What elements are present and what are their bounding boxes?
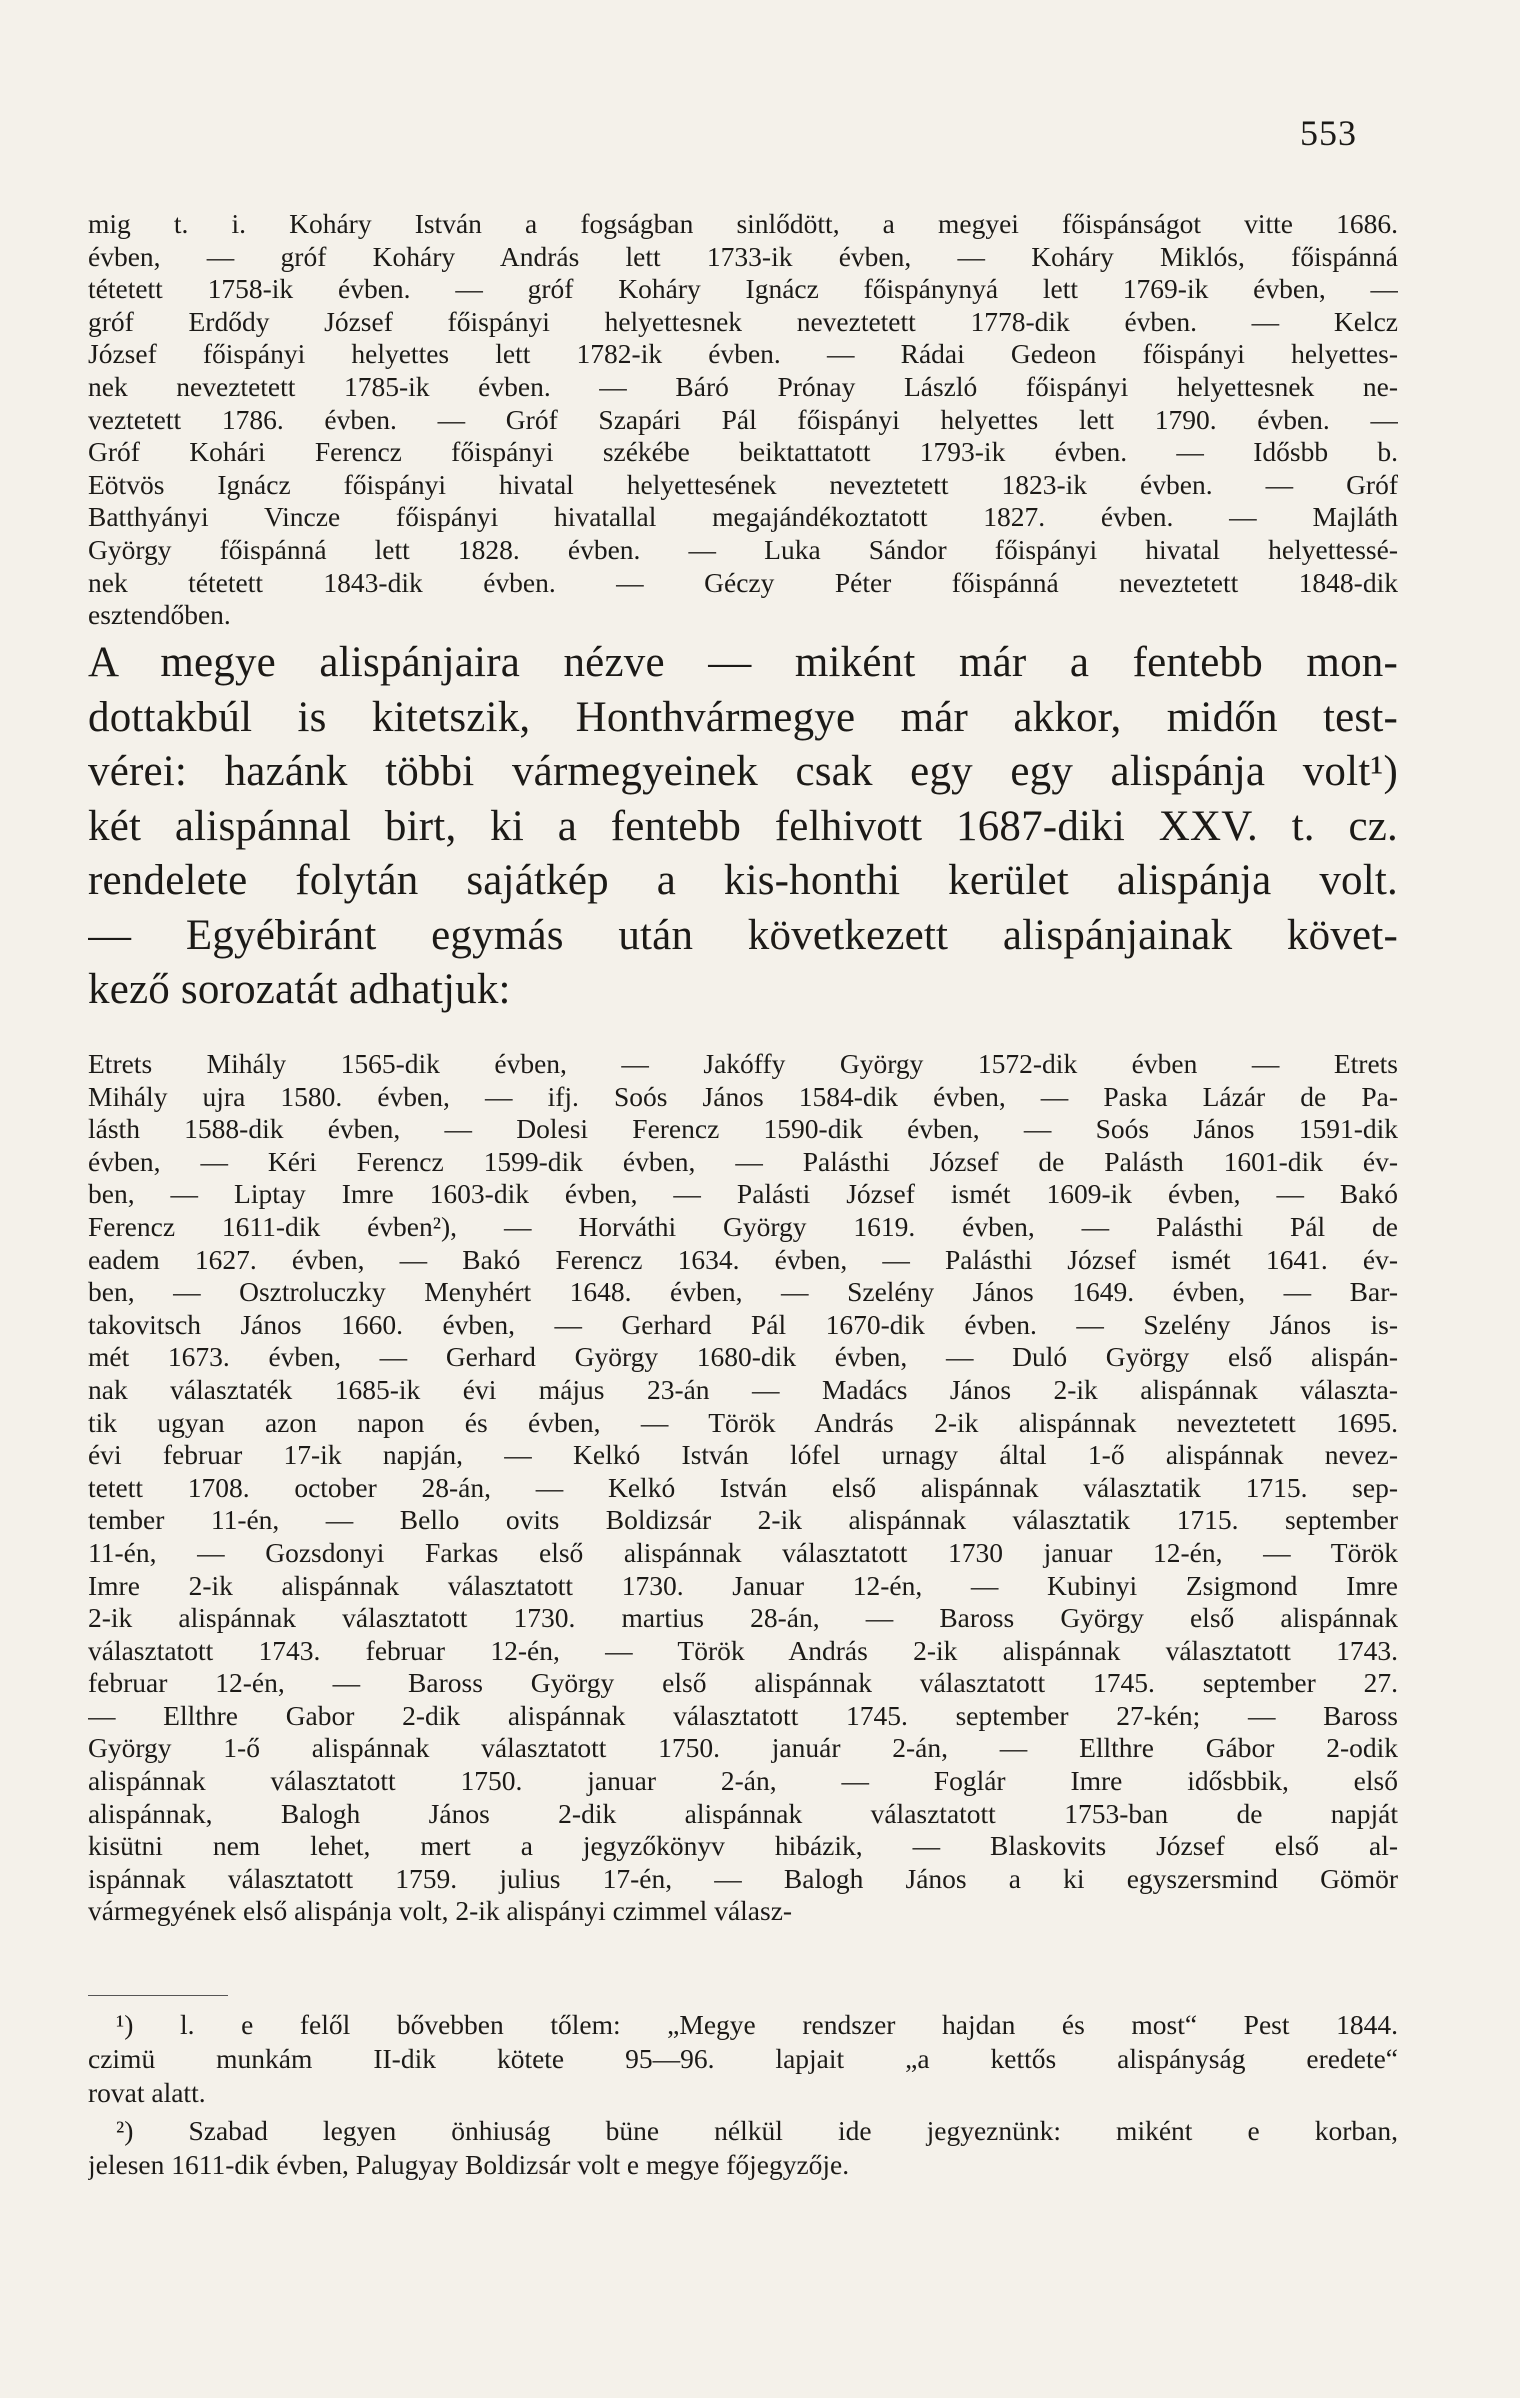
text-line: rendelete folytán sajátkép a kis-honthi kerület alispánja volt. [88, 857, 1398, 904]
text-line: — Ellthre Gabor 2-dik alispánnak választatott 1745. september 27-kén; — Baross [88, 1699, 1398, 1731]
text-line: lásth 1588-dik évben, — Dolesi Ferencz 1590-dik évben, — Soós János 1591-dik [88, 1113, 1398, 1145]
footnote-line: jelesen 1611-dik évben, Palugyay Boldizsár volt e megye főjegyzője. [88, 2149, 850, 2180]
text-line: nek tétetett 1843-dik évben. — Géczy Péter főispánná neveztetett 1848-dik [88, 566, 1398, 598]
text-line: József főispányi helyettes lett 1782-ik évben. — Rádai Gedeon főispányi helyettes- [88, 338, 1398, 370]
text-line: vérei: hazánk többi vármegyeinek csak egy egy alispánja volt¹) [88, 748, 1398, 795]
text-line: kisütni nem lehet, mert a jegyzőkönyv hibázik, — Blaskovits József első al- [88, 1830, 1398, 1862]
text-line: — Egyébiránt egymás után következett alispánjainak követ- [88, 911, 1398, 959]
text-line: Gróf Kohári Ferencz főispányi székébe beiktattatott 1793-ik évben. — Idősbb b. [88, 436, 1398, 468]
text-line: Imre 2-ik alispánnak választatott 1730. Januar 12-én, — Kubinyi Zsigmond Imre [88, 1569, 1398, 1601]
text-line: takovitsch János 1660. évben, — Gerhard Pál 1670-dik évben. — Szelény János is- [88, 1308, 1398, 1340]
text-line: gróf Erdődy József főispányi helyettesnek neveztetett 1778-dik évben. — Kelcz [88, 305, 1398, 337]
text-line: nak választaték 1685-ik évi május 23-án — Madács János 2-ik alispánnak választa- [88, 1373, 1398, 1405]
text-line: kező sorozatát adhatjuk: [88, 966, 511, 1013]
text-line: mét 1673. évben, — Gerhard György 1680-dik évben, — Duló György első alispán- [88, 1341, 1398, 1373]
paragraph-alispanok-intro [88, 636, 1398, 1018]
text-line: Mihály ujra 1580. évben, — ifj. Soós János 1584-dik évben, — Paska Lázár de Pa- [88, 1080, 1398, 1112]
text-line: György főispánná lett 1828. évben. — Luka Sándor főispányi hivatal helyettessé- [88, 533, 1398, 565]
text-line: nek neveztetett 1785-ik évben. — Báró Prónay László főispányi helyettesnek ne- [88, 370, 1398, 402]
text-line: évben, — gróf Koháry András lett 1733-ik évben, — Koháry Miklós, főispánná [88, 240, 1398, 272]
text-line: választatott 1743. februar 12-én, — Török András 2-ik alispánnak választatott 1743. [88, 1634, 1398, 1666]
text-line: tétetett 1758-ik évben. — gróf Koháry Ignácz főispánynyá lett 1769-ik évben, — [88, 273, 1398, 305]
text-line: tetett 1708. october 28-án, — Kelkó István első alispánnak választatik 1715. sep- [88, 1471, 1398, 1503]
text-line: esztendőben. [88, 599, 231, 631]
footnote-line: czimü munkám II-dik kötete 95—96. lapjait „a kettős alispányság eredete“ [88, 2043, 1398, 2074]
text-line: Ferencz 1611-dik évben²), — Horváthi György 1619. évben, — Palásthi Pál de [88, 1210, 1398, 1242]
footnote-2 [88, 2114, 1398, 2182]
text-line: ispánnak választatott 1759. julius 17-én, — Balogh János a ki egyszersmind Gömör [88, 1862, 1398, 1894]
text-line: Eötvös Ignácz főispányi hivatal helyettesének neveztetett 1823-ik évben. — Gróf [88, 468, 1398, 500]
text-line: dottakbúl is kitetszik, Honthvármegye már akkor, midőn test- [88, 693, 1398, 741]
text-line: két alispánnal birt, ki a fentebb felhivott 1687-diki XXV. t. cz. [88, 802, 1398, 850]
text-line: tik ugyan azon napon és évben, — Török András 2-ik alispánnak neveztetett 1695. [88, 1406, 1398, 1438]
text-line: alispánnak választatott 1750. januar 2-án, — Foglár Imre idősbbik, első [88, 1765, 1398, 1797]
text-line: veztetett 1786. évben. — Gróf Szapári Pál főispányi helyettes lett 1790. évben. — [88, 403, 1398, 435]
footnote-line: rovat alatt. [88, 2077, 206, 2108]
text-line: ben, — Osztroluczky Menyhért 1648. évben, — Szelény János 1649. évben, — Bar- [88, 1276, 1398, 1308]
text-line: eadem 1627. évben, — Bakó Ferencz 1634. évben, — Palásthi József ismét 1641. év- [88, 1243, 1398, 1275]
footnote-line: ²) Szabad legyen önhiuság büne nélkül ide jegyeznünk: miként e korban, [116, 2115, 1398, 2146]
text-line: évi februar 17-ik napján, — Kelkó István lófel urnagy által 1-ő alispánnak nevez- [88, 1439, 1398, 1471]
text-line: 11-én, — Gozsdonyi Farkas első alispánnak választatott 1730 januar 12-én, — Török [88, 1536, 1398, 1568]
text-line: György 1-ő alispánnak választatott 1750. január 2-án, — Ellthre Gábor 2-odik [88, 1732, 1398, 1764]
text-line: ben, — Liptay Imre 1603-dik évben, — Palásti József ismét 1609-ik évben, — Bakó [88, 1178, 1398, 1210]
text-line: alispánnak, Balogh János 2-dik alispánnak választatott 1753-ban de napját [88, 1797, 1398, 1829]
text-line: februar 12-én, — Baross György első alispánnak választatott 1745. september 27. [88, 1667, 1398, 1699]
text-line: Batthyányi Vincze főispányi hivatallal megajándékoztatott 1827. évben. — Majláth [88, 501, 1398, 533]
text-line: A megye alispánjaira nézve — miként már a fentebb mon- [88, 639, 1398, 686]
text-line: tember 11-én, — Bello ovits Boldizsár 2-ik alispánnak választatik 1715. september [88, 1504, 1398, 1536]
page-number: 553 [1300, 113, 1357, 153]
text-line: Etrets Mihály 1565-dik évben, — Jakóffy György 1572-dik évben — Etrets [88, 1048, 1398, 1079]
footnote-divider [88, 1995, 228, 1996]
text-line: 2-ik alispánnak választatott 1730. martius 28-án, — Baross György első alispánnak [88, 1602, 1398, 1634]
text-line: vármegyének első alispánja volt, 2-ik alispányi czimmel válasz- [88, 1895, 793, 1927]
paragraph-foispanok [88, 208, 1398, 632]
paragraph-alispan-lista [88, 1048, 1398, 1928]
text-line: mig t. i. Koháry István a fogságban sinlődött, a megyei főispánságot vitte 1686. [88, 208, 1398, 239]
footnote-line: ¹) l. e felől bővebben tőlem: „Megye rendszer hajdan és most“ Pest 1844. [116, 2009, 1398, 2040]
footnote-1 [88, 2008, 1398, 2110]
text-line: évben, — Kéri Ferencz 1599-dik évben, — Palásthi József de Palásth 1601-dik év- [88, 1145, 1398, 1177]
